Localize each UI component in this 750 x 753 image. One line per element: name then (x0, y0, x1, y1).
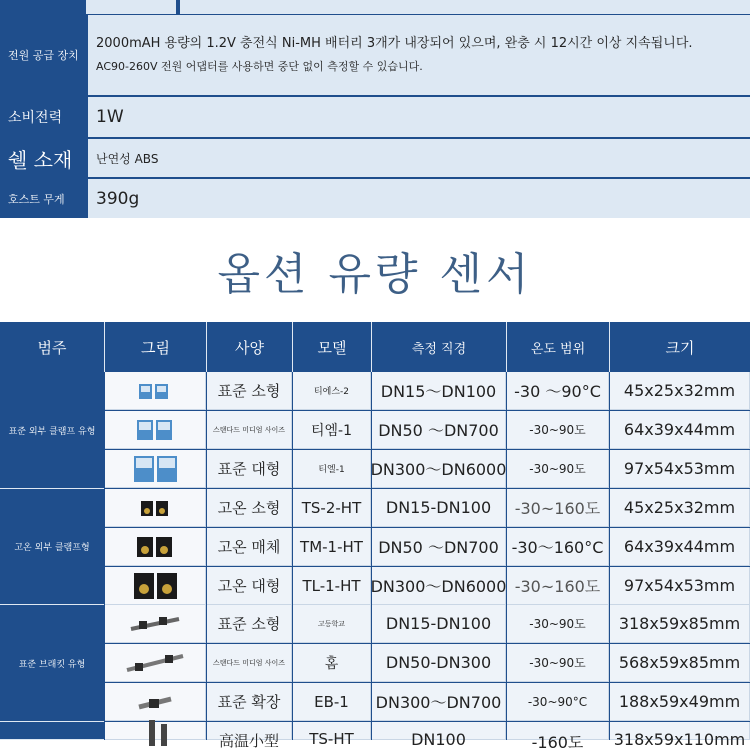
spec-label: 전원 공급 장치 (0, 15, 86, 95)
spec-row-host-weight (0, 179, 750, 218)
sensor-image (105, 722, 206, 740)
cell-spec: 표준 확장 (207, 683, 292, 721)
spec-value: 2000mAH 용량의 1.2V 충전식 Ni-MH 배터리 3개가 내장되어 있으며, 완충 시 12시간 이상 지속됩니다. (96, 36, 693, 51)
sensor-image (105, 489, 206, 527)
cell-model: EB-1 (293, 683, 371, 721)
header-category: 범주 (0, 322, 105, 372)
cell-size: 97x54x53mm (610, 567, 750, 605)
cell-spec: 스탠다드 미디엄 사이즈 (207, 644, 292, 682)
cell-diameter: DN15～DN100 (372, 372, 506, 410)
cell-temp: -30～160°C (507, 528, 609, 566)
spec-row-power-supply (0, 15, 750, 95)
cell-diameter: DN300～DN6000 (372, 450, 506, 488)
cell-spec: 표준 소형 (207, 605, 292, 643)
bracket-sensor-medium-icon (125, 648, 185, 678)
cell-diameter: DN50 ～DN700 (372, 528, 506, 566)
header-spec: 사양 (207, 322, 293, 372)
cell-diameter: DN100 (372, 722, 506, 740)
cell-spec: 고온 소형 (207, 489, 292, 527)
cell-model: 홈 (293, 644, 371, 682)
header-diameter: 측정 직경 (372, 322, 507, 372)
cell-size: 318x59x85mm (610, 605, 750, 643)
group-label: 표준 브래킷 유형 (0, 605, 104, 722)
cell-spec: 고온 대형 (207, 567, 292, 605)
cell-size: 45x25x32mm (610, 489, 750, 527)
cell-model: TL-1-HT (293, 567, 371, 605)
sensor-image (105, 644, 206, 682)
bracket-sensor-extended-icon (125, 687, 185, 717)
header-temp: 온도 범위 (507, 322, 610, 372)
sensor-image (105, 567, 206, 605)
spec-value: 1W (96, 107, 124, 127)
cell-size: 45x25x32mm (610, 372, 750, 410)
group-label (0, 722, 104, 740)
spec-row-shell-material (0, 139, 750, 177)
cell-size: 188x59x49mm (610, 683, 750, 721)
cell-temp: -30~160도 (507, 567, 609, 605)
spec-label: 소비전력 (0, 97, 86, 137)
cell-temp: -30~90도 (507, 605, 609, 643)
spec-row-cut (0, 0, 750, 14)
clamp-sensor-small-icon (125, 376, 185, 406)
cell-size: 64x39x44mm (610, 528, 750, 566)
sensor-image (105, 450, 206, 488)
group-label: 고온 외부 클램프형 (0, 489, 104, 605)
spec-label: 호스트 무게 (0, 179, 86, 218)
ht-bracket-sensor-icon (125, 716, 185, 746)
cell-diameter: DN300～DN6000 (372, 567, 506, 605)
spec-table (0, 0, 750, 218)
cell-diameter: DN50 ～DN700 (372, 411, 506, 449)
cell-temp: -30~90°C (507, 683, 609, 721)
clamp-sensor-medium-icon (125, 415, 185, 445)
cell-size: 97x54x53mm (610, 450, 750, 488)
cell-size: 64x39x44mm (610, 411, 750, 449)
cell-temp: -30~90도 (507, 411, 609, 449)
cell-diameter: DN15-DN100 (372, 489, 506, 527)
header-size: 크기 (610, 322, 750, 372)
cell-model: TM-1-HT (293, 528, 371, 566)
cell-spec: 표준 소형 (207, 372, 292, 410)
header-picture: 그림 (105, 322, 207, 372)
cell-temp: -30~160도 (507, 489, 609, 527)
cell-diameter: DN50-DN300 (372, 644, 506, 682)
group-label: 표준 외부 클램프 유형 (0, 372, 104, 489)
cell-temp: -30~90도 (507, 644, 609, 682)
sensor-image (105, 372, 206, 410)
spec-value: 390g (96, 188, 140, 209)
ht-sensor-small-icon (125, 493, 185, 523)
cell-spec: 표준 대형 (207, 450, 292, 488)
cell-model: 티엘-1 (293, 450, 371, 488)
cell-spec: 高温小型 (207, 722, 292, 740)
cell-model: TS-HT (293, 722, 371, 740)
cell-temp: -160도 (507, 722, 609, 740)
clamp-sensor-large-icon (125, 454, 185, 484)
header-model: 모델 (293, 322, 372, 372)
cell-model: 티엠-1 (293, 411, 371, 449)
spec-label: 쉘 소재 (0, 139, 86, 177)
cell-model: TS-2-HT (293, 489, 371, 527)
spec-value: 난연성 ABS (96, 151, 159, 166)
ht-sensor-large-icon (125, 571, 185, 601)
cell-diameter: DN15-DN100 (372, 605, 506, 643)
cell-model: 고등학교 (293, 605, 371, 643)
section-title: 옵션 유량 센서 (217, 249, 533, 300)
cell-diameter: DN300～DN700 (372, 683, 506, 721)
cell-spec: 고온 매체 (207, 528, 292, 566)
sensor-image (105, 411, 206, 449)
cell-temp: -30~90도 (507, 450, 609, 488)
cell-size: 318x59x110mm (610, 722, 750, 740)
cell-model: 티에스-2 (293, 372, 371, 410)
ht-sensor-medium-icon (125, 532, 185, 562)
sensor-table (0, 322, 750, 752)
cell-spec: 스탠다드 미디엄 사이즈 (207, 411, 292, 449)
spec-row-power-consumption (0, 97, 750, 137)
spec-value: AC90-260V 전원 어댑터를 사용하면 중단 없이 측정할 수 있습니다. (96, 60, 423, 73)
sensor-image (105, 605, 206, 643)
cell-size: 568x59x85mm (610, 644, 750, 682)
bracket-sensor-small-icon (125, 609, 185, 639)
sensor-image (105, 528, 206, 566)
cell-temp: -30 ～90°C (507, 372, 609, 410)
